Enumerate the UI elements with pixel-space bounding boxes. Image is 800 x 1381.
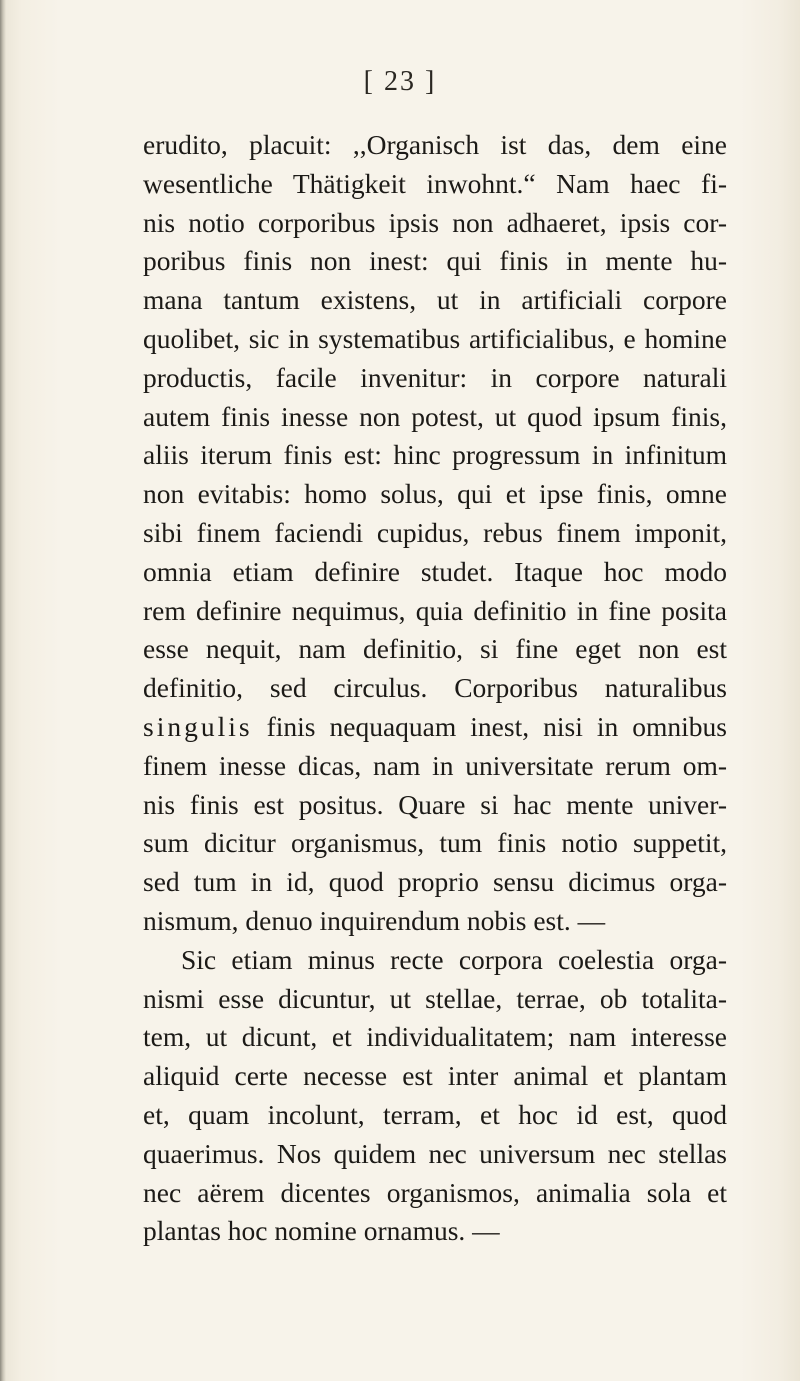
text-line-rest: finis nequaquam inest, nisi in omnibus	[252, 710, 727, 742]
text-line: sed tum in id, quod proprio sensu dicimus orga-	[143, 866, 727, 898]
text-line-spaced	[143, 708, 727, 747]
text-line: nismi esse dicuntur, ut stellae, terrae, ob totalita-	[143, 982, 727, 1014]
text-line: wesentliche Thätigkeit inwohnt.“ Nam haec fi-	[143, 167, 727, 199]
text-line: plantas hoc nomine ornamus. —	[143, 1215, 500, 1247]
text-line: nec aërem dicentes organismos, animalia sola et	[143, 1176, 727, 1208]
text-line: et, quam incolunt, terram, et hoc id est, quod	[143, 1098, 727, 1130]
text-line: nis notio corporibus ipsis non adhaeret, ipsis cor-	[143, 206, 727, 238]
text-line: nismum, denuo inquirendum nobis est. —	[143, 904, 606, 936]
text-line: sum dicitur organismus, tum finis notio suppetit,	[143, 827, 727, 859]
text-line: quolibet, sic in systematibus artificialibus, e homine	[143, 322, 727, 354]
text-line: Sic etiam minus recte corpora coelestia orga-	[181, 943, 727, 975]
text-line: esse nequit, nam definitio, si fine eget non est	[143, 633, 727, 665]
text-line: non evitabis: homo solus, qui et ipse finis, omne	[143, 478, 727, 510]
text-line: productis, facile invenitur: in corpore naturali	[143, 361, 727, 393]
text-line: definitio, sed circulus. Corporibus naturalibus	[143, 672, 727, 704]
text-line: nis finis est positus. Quare si hac mente univer-	[143, 788, 727, 820]
text-line: quaerimus. Nos quidem nec universum nec stellas	[143, 1137, 727, 1169]
text-line: aliis iterum finis est: hinc progressum in infinitum	[143, 439, 727, 471]
text-line: aliquid certe necesse est inter animal et plantam	[143, 1060, 727, 1092]
text-line: finem inesse dicas, nam in universitate rerum om-	[143, 749, 727, 781]
text-line: mana tantum existens, ut in artificiali corpore	[143, 284, 727, 316]
page-number: [ 23 ]	[363, 66, 437, 97]
text-line: tem, ut dicunt, et individualitatem; nam interesse	[143, 1021, 727, 1053]
binding-shadow	[0, 0, 6, 1381]
text-line: sibi finem faciendi cupidus, rebus finem imponit,	[143, 516, 727, 548]
spaced-word: singulis	[143, 710, 253, 742]
text-line: autem finis inesse non potest, ut quod ipsum finis,	[143, 400, 727, 432]
text-line: poribus finis non inest: qui finis in mente hu-	[143, 245, 727, 277]
text-line: omnia etiam definire studet. Itaque hoc modo	[143, 555, 727, 587]
text-line: erudito, placuit: ,,Organisch ist das, dem eine	[143, 129, 727, 160]
body-text	[143, 126, 727, 1251]
text-line: rem definire nequimus, quia definitio in fine posita	[143, 594, 727, 626]
